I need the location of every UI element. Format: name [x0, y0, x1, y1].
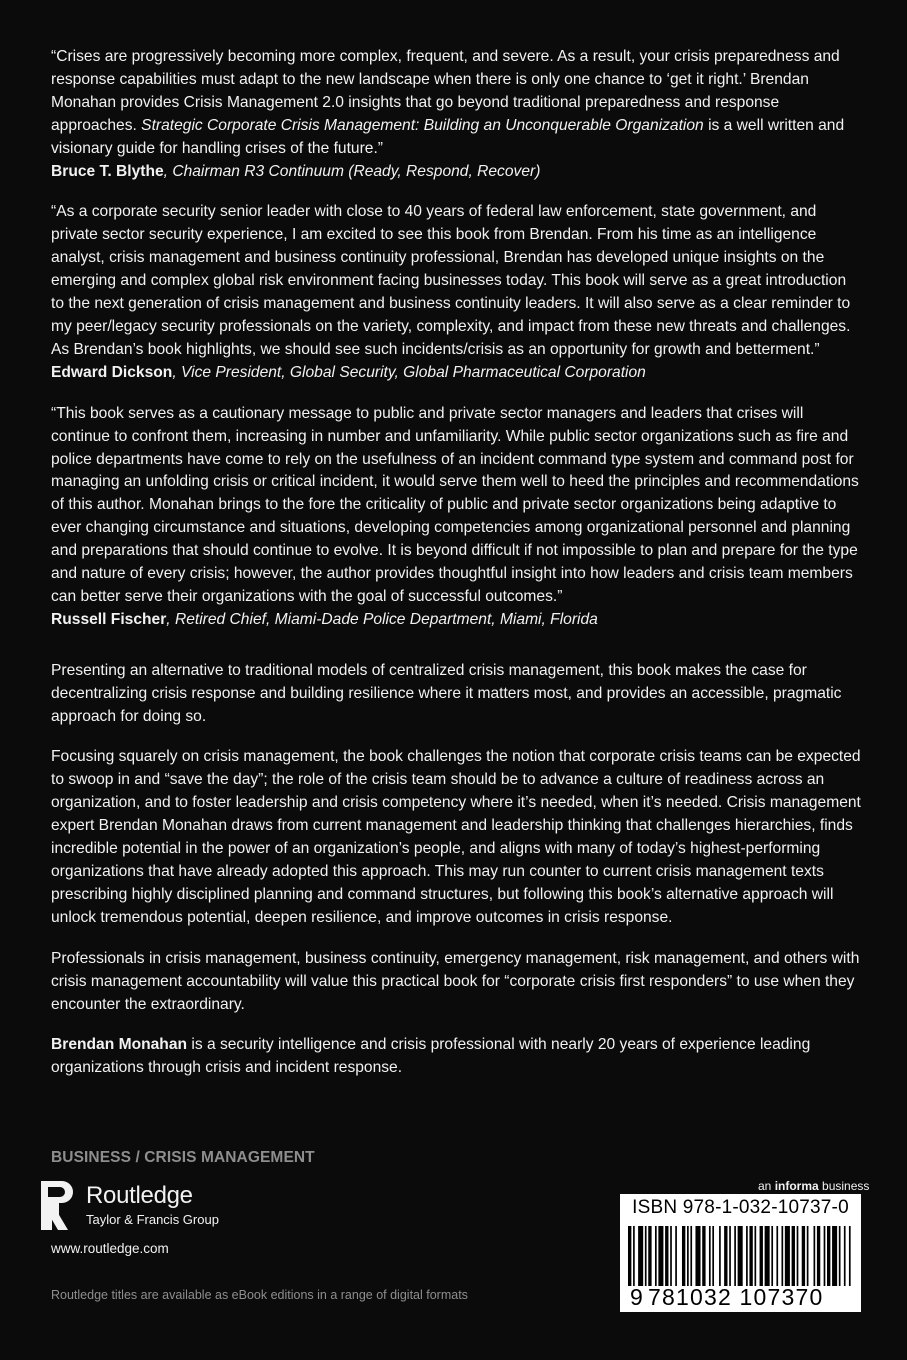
barcode-bar: [734, 1226, 736, 1286]
barcode-bars: [628, 1226, 854, 1286]
endorser-title: , Retired Chief, Miami-Dade Police Department, Miami, Florida: [166, 610, 598, 628]
barcode-bar: [765, 1226, 770, 1286]
description-paragraph: Focusing squarely on crisis management, the book challenges the notion that corporate crisis teams can be expected to swoop in and “save the day”; the role of the crisis team should be to advance a culture of readiness across an organization, and to foster leadership and crisis competency where it’s needed, when it’s needed. Crisis management expert Brendan Monahan draws from current management and leadership thinking that challenges hierarchies, finds incredible potential in the power of an organization’s people, and aligns with many of today’s highest-performing organizations that have already adopted this approach. This may run counter to current crisis management texts prescribing highly disciplined planning and command structures, but following this book’s alternative approach will unlock tremendous potential, deepen resilience, and improve outcomes in crisis response.: [51, 748, 861, 926]
barcode-bar: [824, 1226, 826, 1286]
routledge-r-icon: [38, 1178, 78, 1232]
routledge-logo: [38, 1178, 219, 1232]
barcode-bar: [807, 1226, 809, 1286]
barcode-bar: [785, 1226, 790, 1286]
barcode-bar: [802, 1226, 805, 1286]
isbn-label: ISBN 978-1-032-10737-0: [632, 1197, 849, 1218]
informa-tagline: an informa business: [758, 1179, 870, 1193]
barcode-bar: [658, 1226, 663, 1286]
barcode-bar: [682, 1226, 685, 1286]
barcode-bar: [844, 1226, 846, 1286]
barcode-bar: [749, 1226, 752, 1286]
barcode-bar: [827, 1226, 830, 1286]
back-cover-text: [51, 46, 861, 1098]
barcode-bar: [776, 1226, 778, 1286]
barcode-bar: [760, 1226, 763, 1286]
publisher-website[interactable]: www.routledge.com: [51, 1241, 169, 1256]
barcode-bar: [690, 1226, 692, 1286]
barcode-bar: [633, 1226, 635, 1286]
barcode-bar: [781, 1226, 783, 1286]
endorser-name: Edward Dickson: [51, 363, 173, 381]
endorser-title: , Vice President, Global Security, Global Pharmaceutical Corporation: [172, 363, 646, 381]
barcode-bar: [832, 1226, 837, 1286]
endorser-name: Russell Fischer: [51, 610, 167, 628]
barcode-bar: [849, 1226, 851, 1286]
barcode-bar: [792, 1226, 795, 1286]
barcode-bar: [771, 1226, 773, 1286]
endorsement-attribution: [51, 362, 861, 385]
barcode-bar: [719, 1226, 721, 1286]
barcode-bar: [670, 1226, 672, 1286]
barcode-bar: [702, 1226, 705, 1286]
barcode-bar: [738, 1226, 743, 1286]
author-name: Brendan Monahan: [51, 1036, 188, 1054]
barcode-bar: [675, 1226, 677, 1286]
endorsement-fischer: [51, 403, 861, 632]
barcode-bar: [746, 1226, 748, 1286]
isbn-barcode: ISBN 978-1-032-10737-0 9 781032 107370: [620, 1194, 861, 1312]
barcode-bar: [709, 1226, 711, 1286]
barcode-bar: [655, 1226, 657, 1286]
barcode-bar: [724, 1226, 727, 1286]
endorsement-quote: “Crises are progressively becoming more complex, frequent, and severe. As a result, your crisis preparedness and response capabilities must adapt to the new landscape when there is only one chance to ‘get it right.’ Brendan Monahan provides Crisis Management 2.0 insights that go beyond traditional preparedness and response approaches. Strategic Corporate Crisis Management: Building an Unconquerable Organization is a well written and visionary guide for handling crises of the future.”: [51, 48, 845, 157]
barcode-bar: [817, 1226, 820, 1286]
barcode-bar: [754, 1226, 756, 1286]
endorsement-attribution: [51, 161, 861, 184]
endorser-name: Bruce T. Blythe: [51, 162, 164, 180]
subject-category: BUSINESS / CRISIS MANAGEMENT: [51, 1149, 315, 1166]
barcode-bar: [814, 1226, 816, 1286]
barcode-bar: [645, 1226, 647, 1286]
barcode-bar: [628, 1226, 631, 1286]
endorsement-dickson: [51, 201, 861, 384]
endorsement-quote: “This book serves as a cautionary message to public and private sector managers and leaders that crises will continue to confront them, increasing in number and unfamiliarity. While public sector organizations such as fire and police departments have come to rely on the usefulness of an incident command type system and command post for managing an unfolding crisis or critical incident, it would serve them well to heed the principles and recommendations of this author. Monahan brings to the fore the criticality of public and private sector organizations being adaptive to ever changing circumstance and situations, developing competencies among organizational personnel and planning and preparations that should continue to evolve. It is beyond difficult if not impossible to plan and prepare for the type and nature of every crisis; however, the author provides thoughtful insight into how leaders and crisis team members can better serve their organizations with the goal of successful outcomes.”: [51, 404, 859, 605]
barcode-bar: [712, 1226, 714, 1286]
barcode-bar: [797, 1226, 799, 1286]
barcode-bar: [648, 1226, 651, 1286]
publisher-group: Taylor & Francis Group: [86, 1212, 219, 1227]
ebook-note: Routledge titles are available as eBook editions in a range of digital formats: [51, 1288, 468, 1302]
barcode-bar: [687, 1226, 689, 1286]
barcode-bar: [665, 1226, 668, 1286]
endorsement-attribution: [51, 609, 861, 632]
book-title-italic: Strategic Corporate Crisis Management: Building an Unconquerable Organization: [141, 116, 704, 134]
barcode-bar: [729, 1226, 731, 1286]
endorsement-quote: “As a corporate security senior leader with close to 40 years of federal law enforcement, state government, and private sector security experience, I am excited to see this book from Brendan. From his time as an intelligence analyst, crisis management and business continuity professional, Brendan has developed unique insights on the emerging and complex global risk environment facing businesses today. This book will serve as a great introduction to the next generation of crisis management and business continuity leaders. It will also serve as a clear reminder to my peer/legacy security professionals on the variety, complexity, and impact from these new threats and challenges. As Brendan’s book highlights, we should see such incidents/crisis as an opportunity for growth and betterment.”: [51, 203, 851, 358]
barcode-bar: [839, 1226, 841, 1286]
endorser-title: , Chairman R3 Continuum (Ready, Respond, Recover): [163, 162, 541, 180]
description-paragraph: Professionals in crisis management, business continuity, emergency management, risk management, and others with crisis management accountability will value this practical book for “corporate crisis first responders” to use when they encounter the extraordinary.: [51, 949, 860, 1013]
logo-text: [86, 1184, 219, 1228]
description-paragraph: Presenting an alternative to traditional models of centralized crisis management, this book makes the case for decentralizing crisis response and building resilience where it matters most, and provides an accessible, pragmatic approach for doing so.: [51, 661, 842, 725]
barcode-bar: [638, 1226, 643, 1286]
author-bio: Brendan Monahan is a security intelligence and crisis professional with nearly 20 years of experience leading organizations through crisis and incident response.: [51, 1036, 811, 1077]
endorsement-blythe: [51, 46, 861, 183]
publisher-name: Routledge: [86, 1182, 193, 1209]
barcode-bar: [695, 1226, 700, 1286]
